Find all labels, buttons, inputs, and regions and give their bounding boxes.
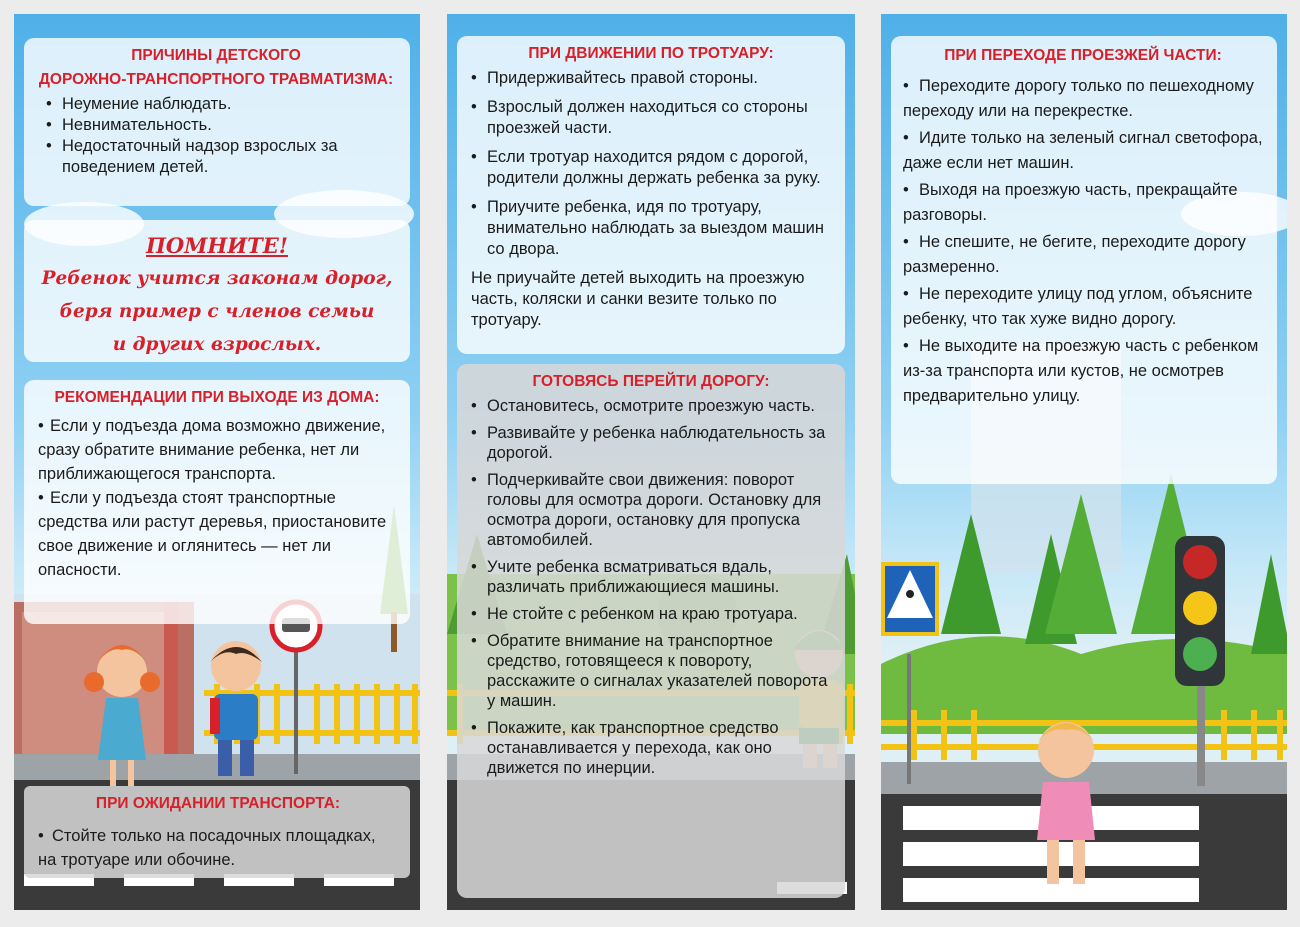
- causes-box: [24, 38, 410, 206]
- crossing-item: • Не переходите улицу под углом, объясните ребенку, что так хуже видно дорогу.: [903, 285, 1253, 328]
- sidewalk: [14, 754, 420, 782]
- prepare-cross-item: • Обратите внимание на транспортное средство, готовящееся к повороту, расскажите о сигналах указателей поворота у машин.: [471, 632, 828, 710]
- waiting-transport-title: ПРИ ОЖИДАНИИ ТРАНСПОРТА:: [95, 795, 341, 812]
- panel-right: [881, 14, 1287, 910]
- prepare-cross-item: • Не стойте с ребенком на краю тротуара.: [471, 605, 798, 623]
- crossing-box: [891, 36, 1277, 484]
- sidewalk-item: • Если тротуар находится рядом с дорогой, родители должны держать ребенка за руку.: [471, 148, 821, 187]
- sidewalk-item: • Взрослый должен находиться со стороны проезжей части.: [471, 98, 808, 137]
- leaving-home-title: РЕКОМЕНДАЦИИ ПРИ ВЫХОДЕ ИЗ ДОМА:: [54, 389, 380, 406]
- remember-heading: ПОМНИТЕ!: [146, 233, 288, 258]
- waiting-transport-item: • Стойте только на посадочных площадках, на тротуаре или обочине.: [38, 827, 376, 869]
- prepare-cross-item: • Остановитесь, осмотрите проезжую часть.: [471, 397, 815, 415]
- remember-box: [24, 220, 410, 362]
- sidewalk-note: Не приучайте детей выходить на проезжую часть, коляски и санки везите только по тротуару.: [471, 269, 805, 329]
- crossing-item: • Не спешите, не бегите, переходите дорогу размеренно.: [903, 233, 1246, 276]
- causes-item: • Недостаточный надзор взрослых за поведением детей.: [46, 137, 338, 176]
- prepare-cross-item: • Подчеркивайте свои движения: поворот головы для осмотра дороги. Остановку для осмотра дороги, остановку для пропуска автомобилей.: [471, 471, 822, 549]
- prepare-cross-box: [457, 364, 845, 898]
- leaving-home-box: [24, 380, 410, 624]
- crossing-item: • Переходите дорогу только по пешеходному переходу или на перекрестке.: [903, 77, 1254, 120]
- sidewalk-item: • Придерживайтесь правой стороны.: [471, 69, 758, 87]
- prepare-cross-item: • Учите ребенка всматриваться вдаль, различать приближающиеся машины.: [471, 558, 780, 596]
- leaving-home-item: • Если у подъезда дома возможно движение, сразу обратите внимание ребенка, нет ли приближающегося транспорта.: [38, 417, 386, 483]
- crossing-title: ПРИ ПЕРЕХОДЕ ПРОЕЗЖЕЙ ЧАСТИ:: [944, 47, 1222, 64]
- prepare-cross-title: ГОТОВЯСЬ ПЕРЕЙТИ ДОРОГУ:: [532, 373, 770, 390]
- leaving-home-item: • Если у подъезда стоят транспортные средства или растут деревья, приостановите свое движение и оглянитесь — нет ли опасности.: [38, 489, 387, 579]
- waiting-transport-box: [24, 786, 410, 878]
- causes-title-line1: ПРИЧИНЫ ДЕТСКОГО: [131, 47, 301, 64]
- sidewalk-title: ПРИ ДВИЖЕНИИ ПО ТРОТУАРУ:: [528, 45, 774, 62]
- crossing-item: • Идите только на зеленый сигнал светофора, даже если нет машин.: [903, 129, 1263, 172]
- panel-left: [14, 14, 420, 910]
- causes-item: • Неумение наблюдать.: [46, 95, 232, 113]
- sidewalk-item: • Приучите ребенка, идя по тротуару, внимательно наблюдать за выездом машин со двора.: [471, 198, 824, 258]
- causes-title-line2: ДОРОЖНО-ТРАНСПОРТНОГО ТРАВМАТИЗМА:: [38, 71, 394, 88]
- prepare-cross-item: • Развивайте у ребенка наблюдательность за дорогой.: [471, 424, 826, 462]
- remember-line: Ребенок учится законам дорог,: [41, 268, 393, 289]
- crossing-item: • Выходя на проезжую часть, прекращайте разговоры.: [903, 181, 1238, 224]
- causes-item: • Невнимательность.: [46, 116, 212, 134]
- panel-middle: [447, 14, 855, 910]
- remember-line: беря пример с членов семьи: [59, 301, 375, 322]
- crossing-item: • Не выходите на проезжую часть с ребенком из-за транспорта или кустов, не осмотрев предварительно улицу.: [903, 337, 1259, 405]
- sidewalk-box: [457, 36, 845, 354]
- prepare-cross-item: • Покажите, как транспортное средство останавливается у перехода, как оно движется по инерции.: [471, 719, 779, 777]
- remember-line: и других взрослых.: [112, 334, 322, 355]
